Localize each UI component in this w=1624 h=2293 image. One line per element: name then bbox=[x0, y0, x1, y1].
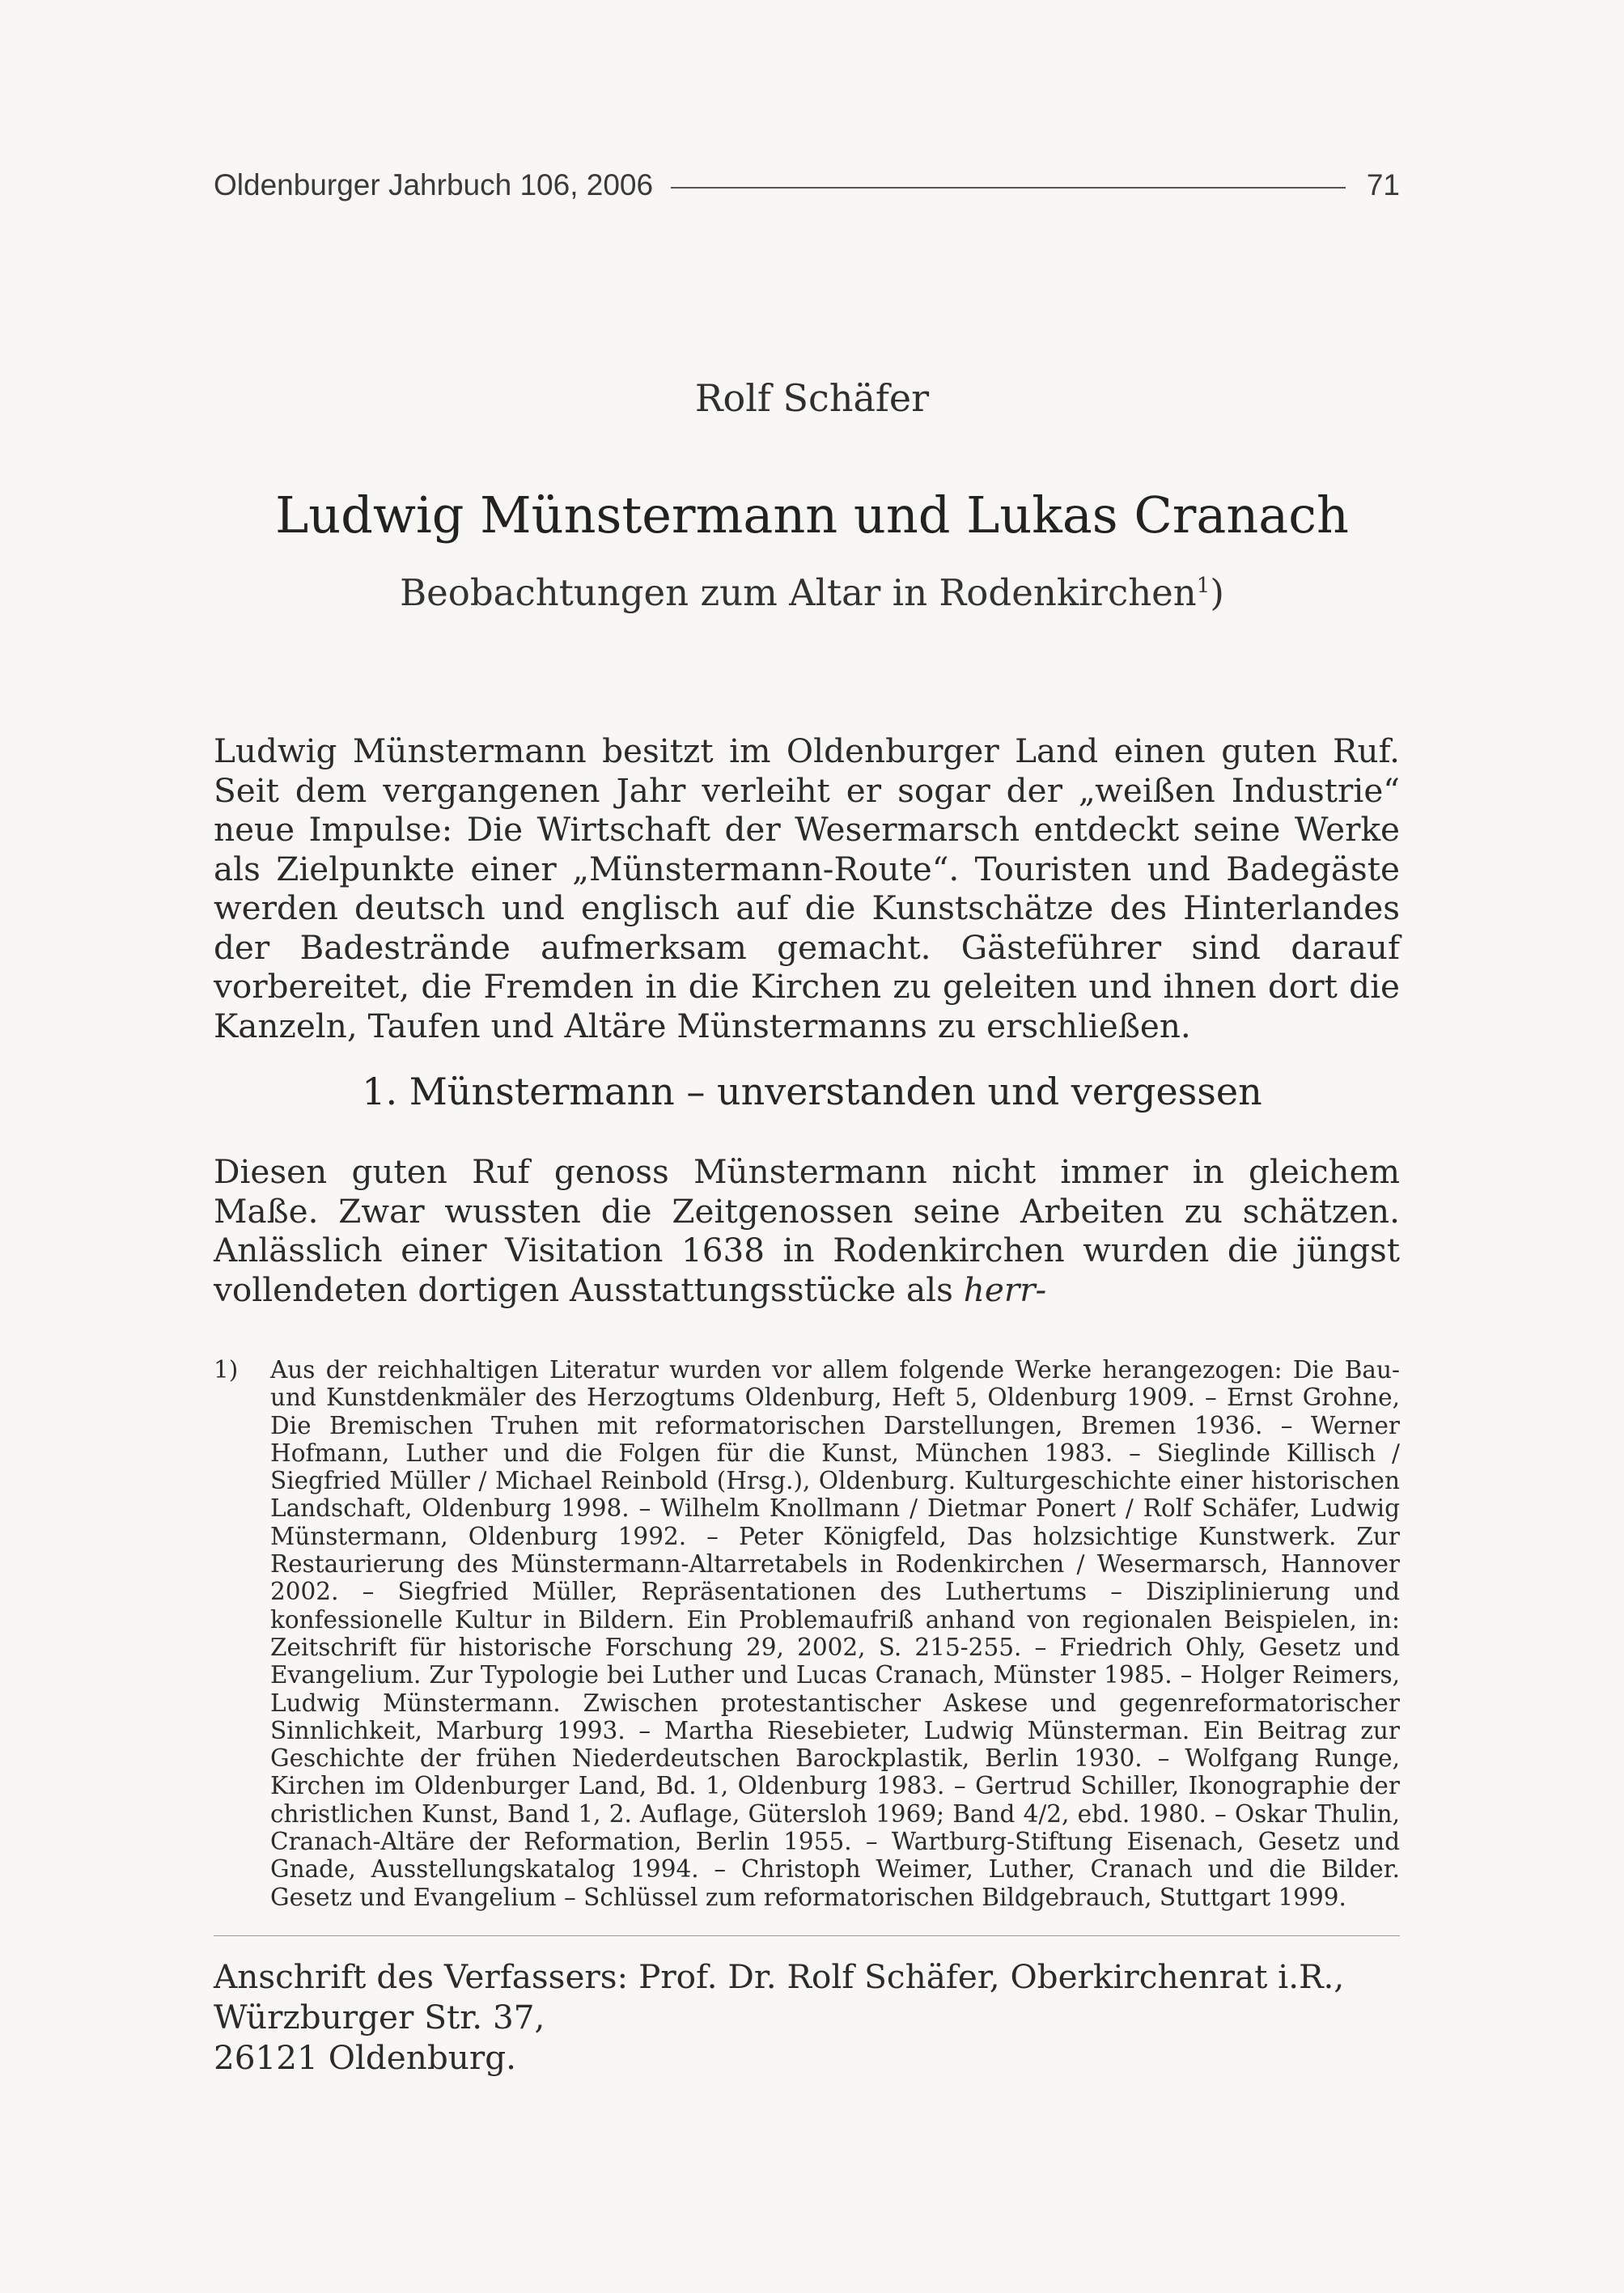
author-address bbox=[214, 1956, 1400, 2078]
footnote-number: 1) bbox=[214, 1356, 239, 1384]
footnote bbox=[214, 1356, 1400, 1911]
section-heading: 1. Münstermann – unverstanden und vergessen bbox=[362, 1070, 1262, 1113]
page-number: 71 bbox=[1366, 168, 1400, 201]
footnote-text: Aus der reichhaltigen Literatur wurden vor allem folgende Werke herangezogen: Die Bau- und Kunstdenkmäler des Herzogtums Oldenburg, Heft 5, Oldenburg 1909. – Ernst Grohne, Die Bremischen Truhen mit reformatorischen Darstellungen, Bremen 1936. – Werner Hofmann, Luther und die Folgen für die Kunst, München 1983. – Sieglinde Killisch / Siegfried Müller / Michael Reinbold (Hrsg.), Oldenburg. Kulturgeschichte einer historischen Landschaft, Oldenburg 1998. – Wilhelm Knollmann / Dietmar Ponert / Rolf Schäfer, Ludwig Münstermann, Oldenburg 1992. – Peter Königfeld, Das holzsichtige Kunstwerk. Zur Restaurierung des Münstermann-Altarretabels in Rodenkirchen / Wesermarsch, Hannover 2002. – Siegfried Müller, Repräsentationen des Luthertums – Disziplinierung und konfessionelle Kultur in Bildern. Ein Problemaufriß anhand von regionalen Beispielen, in: Zeitschrift für historische Forschung 29, 2002, S. 215-255. – Friedrich Ohly, Gesetz und Evangelium. Zur Typologie bei Luther und Lucas Cranach, Münster 1985. – Holger Reimers, Ludwig Münstermann. Zwischen protestantischer Askese und gegenreformatorischer Sinnlichkeit, Marburg 1993. – Martha Riesebieter, Ludwig Münsterman. Ein Beitrag zur Geschichte der frühen Niederdeutschen Barockplastik, Berlin 1930. – Wolfgang Runge, Kirchen im Oldenburger Land, Bd. 1, Oldenburg 1983. – Gertrud Schiller, Ikonographie der christlichen Kunst, Band 1, 2. Auflage, Gütersloh 1969; Band 4/2, ebd. 1980. – Oskar Thulin, Cranach-Altäre der Reformation, Berlin 1955. – Wartburg-Stiftung Eisenach, Gesetz und Gnade, Ausstellungskatalog 1994. – Christoph Weimer, Luther, Cranach und die Bilder. Gesetz und Evangelium – Schlüssel zum reformatorischen Bildgebrauch, Stuttgart 1999. bbox=[270, 1356, 1400, 1911]
subtitle-text: Beobachtungen zum Altar in Rodenkirchen bbox=[400, 571, 1197, 614]
running-header bbox=[214, 168, 1400, 202]
footnote-ref[interactable]: 1 bbox=[1196, 574, 1211, 598]
section-paragraph-italic: herr- bbox=[963, 1269, 1047, 1309]
article-subtitle bbox=[0, 571, 1624, 614]
intro-paragraph: Ludwig Münstermann besitzt im Oldenburger Land einen guten Ruf. Seit dem vergangenen Jahr verleiht er sogar der „weißen Industrie“ neue Impulse: Die Wirtschaft der Wesermarsch entdeckt seine Werke als Zielpunkte einer „Münstermann-Route“. Touristen und Badegäste werden deutsch und englisch auf die Kunstschätze des Hinterlandes der Badestrände aufmerksam gemacht. Gästeführer sind darauf vorbereitet, die Fremden in die Kirchen zu geleiten und ihnen dort die Kanzeln, Taufen und Altäre Münstermanns zu erschließen. bbox=[214, 731, 1400, 1045]
article-title: Ludwig Münstermann und Lukas Cranach bbox=[275, 485, 1349, 545]
address-line-1: Anschrift des Verfassers: Prof. Dr. Rolf Schäfer, Oberkirchenrat i.R., Würzburger Str. 37, bbox=[214, 1957, 1345, 2037]
address-line-2: 26121 Oldenburg. bbox=[214, 2038, 517, 2077]
header-rule bbox=[671, 187, 1346, 189]
article-author: Rolf Schäfer bbox=[694, 376, 930, 420]
section-paragraph-text: Diesen guten Ruf genoss Münstermann nicht immer in gleichem Maße. Zwar wussten die Zeitgenossen seine Arbeiten zu schätzen. Anlässlich einer Visitation 1638 in Rodenkirchen wurden die jüngst vollendeten dortigen Ausstattungsstücke als bbox=[214, 1152, 1400, 1309]
address-divider bbox=[214, 1935, 1400, 1936]
subtitle-close: ) bbox=[1210, 571, 1224, 614]
journal-title: Oldenburger Jahrbuch 106, 2006 bbox=[214, 168, 654, 201]
section-paragraph bbox=[214, 1152, 1400, 1309]
